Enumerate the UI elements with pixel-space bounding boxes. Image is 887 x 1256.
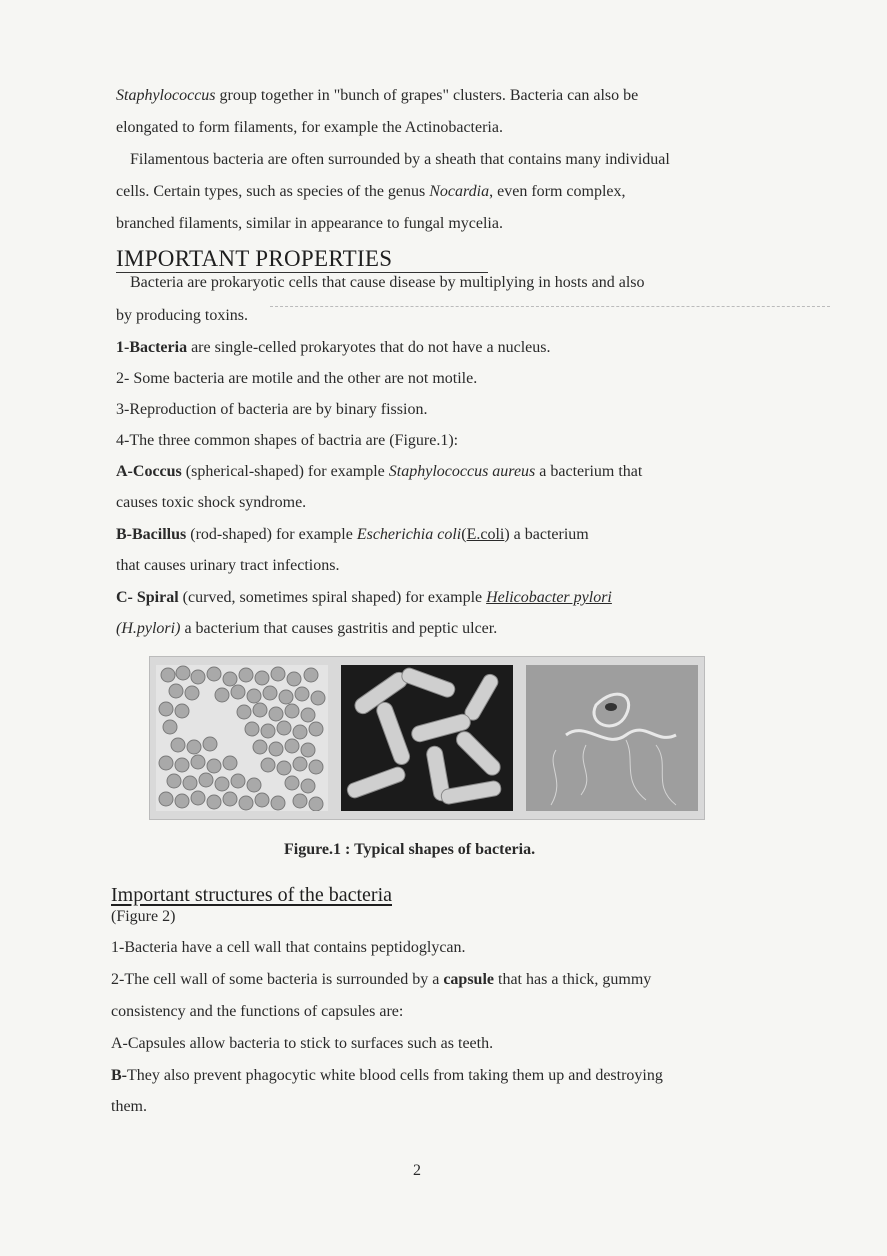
page-number: 2 xyxy=(413,1162,421,1179)
shape-spiral-cont: (H.pylori) a bacterium that causes gastritis and peptic ulcer. xyxy=(116,620,498,637)
shape-bacillus: B-Bacillus (rod-shaped) for example Escherichia coli(E.coli) a bacterium xyxy=(116,526,589,543)
divider xyxy=(270,306,830,307)
property-2: 2- Some bacteria are motile and the other are not motile. xyxy=(116,370,478,387)
properties-intro-2: by producing toxins. xyxy=(116,307,248,324)
shape-bacillus-cont: that causes urinary tract infections. xyxy=(116,557,340,574)
structure-2-cont: consistency and the functions of capsules are: xyxy=(111,1003,404,1020)
shape-spiral: C- Spiral (curved, sometimes spiral shaped) for example Helicobacter pylori xyxy=(116,589,612,606)
figure-1-caption: Figure.1 : Typical shapes of bacteria. xyxy=(284,841,536,858)
property-1: 1-Bacteria are single-celled prokaryotes that do not have a nucleus. xyxy=(116,339,551,356)
bacillus-micrograph xyxy=(341,665,513,811)
intro-line-3: Filamentous bacteria are often surrounded by a sheath that contains many individual xyxy=(130,151,670,168)
spiral-micrograph xyxy=(526,665,698,811)
structures-heading: Important structures of the bacteria xyxy=(111,884,392,906)
coccus-micrograph xyxy=(156,665,328,811)
structures-subheading: (Figure 2) xyxy=(111,908,176,925)
shape-coccus: A-Coccus (spherical-shaped) for example Staphylococcus aureus a bacterium that xyxy=(116,463,643,480)
figure-1-image xyxy=(149,656,705,820)
intro-line-4: cells. Certain types, such as species of the genus Nocardia, even form complex, xyxy=(116,183,626,200)
property-4: 4-The three common shapes of bactria are (Figure.1): xyxy=(116,432,459,449)
properties-heading: IMPORTANT PROPERTIES xyxy=(116,246,488,273)
intro-line-1: Staphylococcus group together in "bunch of grapes" clusters. Bacteria can also be xyxy=(116,87,639,104)
intro-line-2: elongated to form filaments, for example the Actinobacteria. xyxy=(116,119,503,136)
intro-line-5: branched filaments, similar in appearance to fungal mycelia. xyxy=(116,215,503,232)
capsule-function-b: B-They also prevent phagocytic white blood cells from taking them up and destroying xyxy=(111,1067,663,1084)
structure-1: 1-Bacteria have a cell wall that contains peptidoglycan. xyxy=(111,939,466,956)
properties-intro-1: Bacteria are prokaryotic cells that cause disease by multiplying in hosts and also xyxy=(130,274,645,291)
structure-2: 2-The cell wall of some bacteria is surrounded by a capsule that has a thick, gummy xyxy=(111,971,652,988)
property-3: 3-Reproduction of bacteria are by binary fission. xyxy=(116,401,428,418)
capsule-function-b-cont: them. xyxy=(111,1098,147,1115)
shape-coccus-cont: causes toxic shock syndrome. xyxy=(116,494,307,511)
capsule-function-a: A-Capsules allow bacteria to stick to surfaces such as teeth. xyxy=(111,1035,494,1052)
